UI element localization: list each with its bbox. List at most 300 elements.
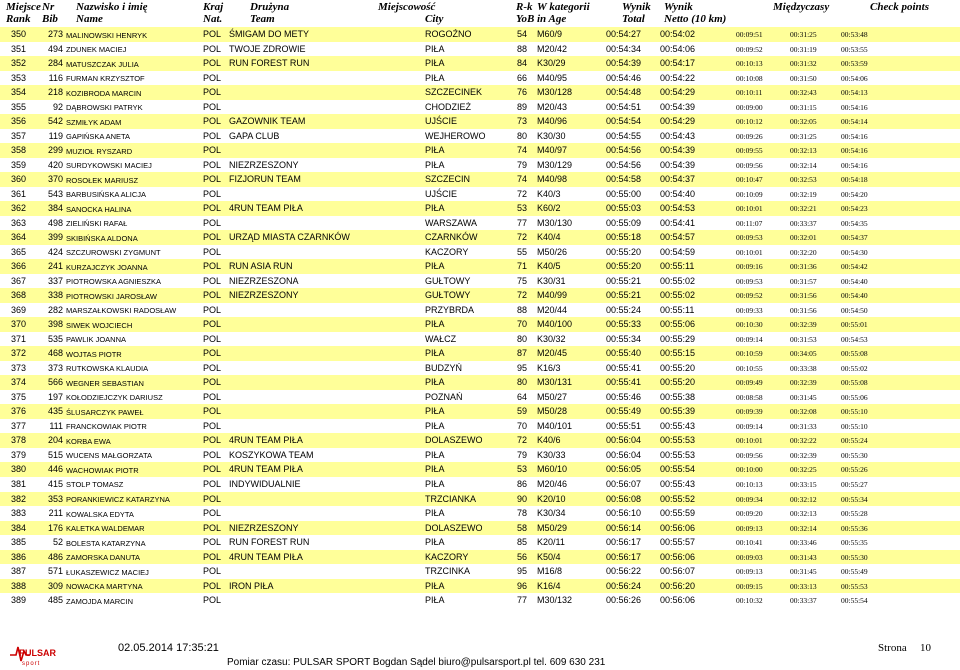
split-3-cell: 00:54:40: [841, 276, 868, 286]
yob-cell: 73: [516, 116, 527, 127]
split-2-cell: 00:31:25: [790, 131, 817, 141]
yob-cell: 86: [516, 478, 527, 489]
total-time-cell: 00:54:56: [606, 159, 642, 170]
city-cell: PIŁA: [425, 464, 445, 475]
city-cell: PIŁA: [425, 58, 445, 69]
split-3-cell: 00:55:30: [841, 450, 868, 460]
city-cell: PIŁA: [425, 537, 445, 548]
team-cell: GAZOWNIK TEAM: [229, 116, 306, 127]
city-cell: CZARNKÓW: [425, 232, 478, 243]
net-time-cell: 00:54:17: [660, 58, 696, 69]
city-cell: PIŁA: [425, 43, 445, 54]
net-time-cell: 00:54:02: [660, 29, 696, 39]
nat-cell: POL: [203, 261, 222, 272]
split-2-cell: 00:31:33: [790, 421, 817, 431]
split-1-cell: 00:10:13: [736, 479, 763, 489]
net-time-cell: 00:54:57: [660, 232, 696, 243]
bib-cell: 204: [47, 435, 63, 446]
category-cell: K16/3: [537, 362, 561, 373]
header-team-pl: Drużyna: [250, 1, 290, 13]
rank-cell: 354: [11, 87, 27, 98]
split-2-cell: 00:32:13: [790, 146, 817, 156]
net-time-cell: 00:55:43: [660, 420, 696, 431]
rank-cell: 384: [11, 522, 27, 533]
team-cell: INDYWIDUALNIE: [229, 478, 301, 489]
net-time-cell: 00:54:29: [660, 87, 696, 98]
split-2-cell: 00:32:53: [790, 175, 817, 185]
header-yob-pl: R-k: [516, 1, 533, 13]
yob-cell: 55: [516, 246, 527, 257]
split-1-cell: 00:09:53: [736, 233, 763, 243]
yob-cell: 78: [516, 508, 527, 519]
city-cell: SZCZECIN: [425, 174, 470, 185]
team-cell: TWOJE ZDROWIE: [229, 43, 306, 54]
city-cell: PIŁA: [425, 478, 445, 489]
table-header: [0, 0, 960, 27]
rank-cell: 387: [11, 566, 27, 577]
rank-cell: 358: [11, 145, 27, 156]
name-cell: MALINOWSKI HENRYK: [66, 30, 148, 40]
split-2-cell: 00:33:15: [790, 479, 817, 489]
team-cell: RUN ASIA RUN: [229, 261, 293, 272]
split-1-cell: 00:09:13: [736, 523, 763, 533]
bib-cell: 494: [47, 43, 63, 54]
split-3-cell: 00:54:16: [841, 146, 868, 156]
team-cell: KOSZYKOWA TEAM: [229, 449, 314, 460]
rank-cell: 359: [11, 159, 27, 170]
rank-cell: 370: [11, 319, 27, 330]
net-time-cell: 00:55:39: [660, 406, 696, 417]
net-time-cell: 00:54:29: [660, 116, 696, 127]
city-cell: DOLASZEWO: [425, 522, 483, 533]
yob-cell: 74: [516, 145, 527, 156]
header-nat-pl: Kraj: [203, 1, 224, 13]
table-row: [0, 158, 960, 173]
bib-cell: 420: [47, 159, 63, 170]
table-row: [0, 390, 960, 405]
city-cell: GUŁTOWY: [425, 290, 471, 301]
city-cell: TRZCIANKA: [425, 493, 477, 504]
nat-cell: POL: [203, 537, 222, 548]
results-table: [0, 27, 960, 608]
category-cell: M20/45: [537, 348, 568, 359]
split-3-cell: 00:53:48: [841, 30, 868, 39]
city-cell: UJŚCIE: [425, 188, 458, 199]
bib-cell: 116: [48, 72, 63, 83]
rank-cell: 383: [11, 508, 27, 519]
yob-cell: 80: [516, 377, 527, 388]
total-time-cell: 00:54:48: [606, 87, 642, 98]
bib-cell: 338: [47, 290, 63, 301]
nat-cell: POL: [203, 275, 222, 286]
team-cell: NIEZRZESZONY: [229, 159, 299, 170]
print-date: 02.05.2014 17:35:21: [118, 642, 219, 654]
city-cell: POZNAŃ: [425, 391, 463, 402]
split-2-cell: 00:32:39: [790, 450, 817, 460]
total-time-cell: 00:55:21: [606, 290, 642, 301]
header-splits: Międzyczasy: [773, 1, 830, 13]
category-cell: M40/96: [537, 116, 568, 127]
category-cell: K20/11: [537, 537, 565, 548]
split-3-cell: 00:54:18: [841, 175, 868, 185]
split-1-cell: 00:10:47: [736, 175, 763, 185]
category-cell: K16/4: [537, 580, 561, 591]
bib-cell: 485: [47, 595, 63, 606]
city-cell: PIŁA: [425, 348, 445, 359]
yob-cell: 88: [516, 43, 527, 54]
category-cell: M30/131: [537, 377, 573, 388]
category-cell: K40/4: [537, 232, 561, 243]
rank-cell: 353: [11, 72, 27, 83]
split-3-cell: 00:55:02: [841, 363, 868, 373]
name-cell: MATUSZCZAK JULIA: [66, 59, 139, 69]
table-row: [0, 42, 960, 57]
split-3-cell: 00:55:08: [841, 349, 868, 359]
table-row: [0, 593, 960, 608]
total-time-cell: 00:56:04: [606, 435, 642, 446]
nat-cell: POL: [203, 246, 222, 257]
total-time-cell: 00:55:33: [606, 319, 642, 330]
split-3-cell: 00:53:55: [841, 44, 868, 54]
net-time-cell: 00:55:20: [660, 362, 696, 373]
category-cell: M30/130: [537, 217, 573, 228]
split-3-cell: 00:55:08: [841, 378, 868, 388]
yob-cell: 76: [516, 87, 527, 98]
category-cell: K40/3: [537, 188, 561, 199]
split-3-cell: 00:54:16: [841, 102, 868, 112]
category-cell: K30/33: [537, 449, 566, 460]
total-time-cell: 00:55:20: [606, 261, 642, 272]
net-time-cell: 00:55:11: [660, 261, 695, 272]
header-yob-en: YoB: [516, 13, 535, 25]
total-time-cell: 00:55:49: [606, 406, 642, 417]
split-1-cell: 00:10:32: [736, 596, 763, 606]
nat-cell: POL: [203, 116, 222, 127]
category-cell: M20/44: [537, 304, 568, 315]
split-1-cell: 00:09:39: [736, 407, 763, 417]
nat-cell: POL: [203, 101, 222, 112]
category-cell: K50/4: [537, 551, 561, 562]
team-cell: NIEZRZESZONA: [229, 275, 299, 286]
split-3-cell: 00:54:37: [841, 233, 868, 243]
total-time-cell: 00:55:41: [606, 362, 642, 373]
bib-cell: 415: [47, 478, 63, 489]
name-cell: GAPIŃSKA ANETA: [66, 132, 131, 142]
category-cell: M20/46: [537, 478, 568, 489]
split-2-cell: 00:32:22: [790, 436, 817, 446]
table-row: [0, 477, 960, 492]
table-row: [0, 433, 960, 448]
split-1-cell: 00:09:33: [736, 305, 763, 315]
yob-cell: 95: [516, 566, 527, 577]
city-cell: WAŁCZ: [425, 333, 457, 344]
rank-cell: 373: [11, 362, 27, 373]
split-1-cell: 00:09:03: [736, 552, 763, 562]
team-cell: IRON PIŁA: [229, 580, 274, 591]
category-cell: K30/31: [537, 275, 566, 286]
name-cell: SZMIŁYK ADAM: [66, 117, 122, 127]
header-cat-pl: W kategorii: [537, 1, 590, 13]
split-1-cell: 00:10:08: [736, 73, 763, 83]
net-time-cell: 00:54:22: [660, 72, 696, 83]
split-2-cell: 00:32:12: [790, 494, 817, 504]
rank-cell: 365: [11, 246, 27, 257]
name-cell: KORBA EWA: [66, 436, 111, 446]
split-1-cell: 00:09:20: [736, 509, 763, 519]
split-2-cell: 00:32:19: [790, 189, 817, 199]
total-time-cell: 00:54:54: [606, 116, 642, 127]
yob-cell: 72: [516, 232, 527, 243]
split-1-cell: 00:09:56: [736, 160, 763, 170]
header-city-pl: Miejscowość: [378, 1, 436, 13]
page-number: 10: [920, 642, 931, 654]
header-total-pl: Wynik: [622, 1, 651, 13]
logo-text: PULSAR: [19, 648, 57, 658]
net-time-cell: 00:56:06: [660, 522, 696, 533]
name-cell: RUTKOWSKA KLAUDIA: [66, 364, 149, 374]
split-3-cell: 00:55:30: [841, 552, 868, 562]
rank-cell: 363: [11, 217, 27, 228]
category-cell: M50/26: [537, 246, 568, 257]
total-time-cell: 00:55:18: [606, 232, 642, 243]
table-row: [0, 535, 960, 550]
split-2-cell: 00:31:25: [790, 30, 817, 39]
rank-cell: 351: [11, 43, 27, 54]
bib-cell: 111: [49, 420, 63, 431]
split-1-cell: 00:10:59: [736, 349, 763, 359]
yob-cell: 58: [516, 522, 527, 533]
split-2-cell: 00:31:53: [790, 334, 817, 344]
table-row: [0, 172, 960, 187]
rank-cell: 352: [11, 58, 27, 69]
category-cell: M40/101: [537, 420, 573, 431]
split-3-cell: 00:54:42: [841, 262, 868, 272]
nat-cell: POL: [203, 377, 222, 388]
split-1-cell: 00:09:26: [736, 131, 763, 141]
net-time-cell: 00:54:43: [660, 130, 696, 141]
yob-cell: 77: [516, 595, 527, 606]
split-1-cell: 00:10:01: [736, 247, 763, 257]
name-cell: SANOCKA HALINA: [66, 204, 132, 214]
total-time-cell: 00:54:46: [606, 72, 642, 83]
net-time-cell: 00:55:29: [660, 333, 696, 344]
net-time-cell: 00:54:39: [660, 101, 696, 112]
split-2-cell: 00:31:19: [790, 44, 817, 54]
bib-cell: 176: [47, 522, 63, 533]
category-cell: K30/30: [537, 130, 566, 141]
city-cell: PIŁA: [425, 261, 445, 272]
city-cell: PIŁA: [425, 159, 445, 170]
table-row: [0, 216, 960, 231]
split-1-cell: 00:09:13: [736, 567, 763, 577]
team-cell: 4RUN TEAM PIŁA: [229, 464, 303, 475]
nat-cell: POL: [203, 406, 222, 417]
yob-cell: 72: [516, 435, 527, 446]
split-1-cell: 00:09:52: [736, 291, 763, 301]
table-row: [0, 361, 960, 376]
split-2-cell: 00:32:39: [790, 378, 817, 388]
category-cell: M20/42: [537, 43, 568, 54]
yob-cell: 77: [516, 217, 527, 228]
nat-cell: POL: [203, 72, 222, 83]
rank-cell: 357: [11, 130, 27, 141]
yob-cell: 70: [516, 420, 527, 431]
nat-cell: POL: [203, 420, 222, 431]
nat-cell: POL: [203, 145, 222, 156]
nat-cell: POL: [203, 58, 222, 69]
name-cell: BOLESTA KATARZYNA: [66, 538, 146, 548]
split-1-cell: 00:09:34: [736, 494, 763, 504]
table-row: [0, 506, 960, 521]
yob-cell: 70: [516, 319, 527, 330]
city-cell: PIŁA: [425, 595, 445, 606]
split-2-cell: 00:31:50: [790, 73, 817, 83]
split-3-cell: 00:54:06: [841, 73, 868, 83]
rank-cell: 389: [11, 595, 27, 606]
bib-cell: 468: [47, 348, 63, 359]
nat-cell: POL: [203, 595, 222, 606]
nat-cell: POL: [203, 435, 222, 446]
split-1-cell: 00:10:13: [736, 59, 763, 69]
bib-cell: 353: [47, 493, 63, 504]
split-3-cell: 00:55:28: [841, 509, 868, 519]
nat-cell: POL: [203, 508, 222, 519]
rank-cell: 379: [11, 449, 27, 460]
yob-cell: 89: [516, 101, 527, 112]
split-1-cell: 00:10:30: [736, 320, 763, 330]
nat-cell: POL: [203, 478, 222, 489]
split-2-cell: 00:31:56: [790, 291, 817, 301]
bib-cell: 370: [47, 174, 63, 185]
table-row: [0, 404, 960, 419]
split-2-cell: 00:31:43: [790, 552, 817, 562]
nat-cell: POL: [203, 348, 222, 359]
split-2-cell: 00:32:14: [790, 160, 817, 170]
header-bib-pl: Nr: [42, 1, 55, 13]
bib-cell: 284: [47, 58, 63, 69]
nat-cell: POL: [203, 232, 222, 243]
table-row: [0, 317, 960, 332]
city-cell: PIŁA: [425, 449, 445, 460]
split-2-cell: 00:33:38: [790, 363, 817, 373]
nat-cell: POL: [203, 188, 222, 199]
name-cell: WUCENS MAŁGORZATA: [66, 451, 152, 461]
split-1-cell: 00:10:41: [736, 538, 763, 548]
table-row: [0, 448, 960, 463]
total-time-cell: 00:56:22: [606, 566, 642, 577]
bib-cell: 566: [47, 377, 63, 388]
nat-cell: POL: [203, 362, 222, 373]
split-1-cell: 00:09:14: [736, 334, 763, 344]
city-cell: PIŁA: [425, 377, 445, 388]
split-2-cell: 00:34:05: [790, 349, 817, 359]
header-city-en: City: [425, 13, 444, 25]
split-3-cell: 00:55:34: [841, 494, 868, 504]
split-3-cell: 00:55:49: [841, 567, 868, 577]
split-3-cell: 00:55:01: [841, 320, 868, 330]
yob-cell: 72: [516, 188, 527, 199]
total-time-cell: 00:54:34: [606, 43, 642, 54]
bib-cell: 424: [47, 246, 63, 257]
city-cell: ROGOŹNO: [425, 29, 472, 39]
rank-cell: 360: [11, 174, 27, 185]
bib-cell: 399: [47, 232, 63, 243]
name-cell: ROSOŁEK MARIUSZ: [66, 175, 139, 185]
split-1-cell: 00:09:16: [736, 262, 763, 272]
category-cell: M30/129: [537, 159, 573, 170]
bib-cell: 299: [47, 145, 63, 156]
net-time-cell: 00:56:06: [660, 551, 696, 562]
table-row: [0, 100, 960, 115]
split-3-cell: 00:54:40: [841, 291, 868, 301]
rank-cell: 381: [11, 478, 27, 489]
yob-cell: 64: [516, 391, 527, 402]
total-time-cell: 00:56:08: [606, 493, 642, 504]
city-cell: BUDZYŃ: [425, 362, 463, 373]
split-1-cell: 00:10:09: [736, 189, 763, 199]
net-time-cell: 00:55:06: [660, 319, 696, 330]
name-cell: SZCZUROWSKI ZYGMUNT: [66, 248, 161, 258]
header-net-en: Netto (10 km): [664, 13, 727, 25]
split-1-cell: 00:08:58: [736, 392, 763, 402]
header-bib-en: Bib: [42, 13, 58, 25]
table-row: [0, 346, 960, 361]
yob-cell: 96: [516, 580, 527, 591]
name-cell: ŁUKASZEWICZ MACIEJ: [66, 567, 149, 577]
city-cell: DOLASZEWO: [425, 435, 483, 446]
total-time-cell: 00:56:04: [606, 449, 642, 460]
split-2-cell: 00:31:36: [790, 262, 817, 272]
nat-cell: POL: [203, 29, 222, 39]
total-time-cell: 00:54:55: [606, 130, 642, 141]
rank-cell: 361: [11, 188, 27, 199]
split-1-cell: 00:11:07: [736, 218, 763, 228]
bib-cell: 435: [47, 406, 63, 417]
table-row: [0, 56, 960, 71]
total-time-cell: 00:55:24: [606, 304, 642, 315]
name-cell: ZIELIŃSKI RAFAŁ: [66, 219, 128, 229]
bib-cell: 535: [47, 333, 63, 344]
total-time-cell: 00:55:09: [606, 217, 642, 228]
split-1-cell: 00:09:52: [736, 44, 763, 54]
header-cat-en: in Age: [537, 13, 567, 25]
category-cell: K40/5: [537, 261, 561, 272]
header-nat-en: Nat.: [203, 13, 223, 25]
category-cell: M30/128: [537, 87, 573, 98]
bib-cell: 515: [47, 449, 63, 460]
split-2-cell: 00:31:56: [790, 305, 817, 315]
name-cell: STOLP TOMASZ: [66, 480, 124, 490]
name-cell: MARSZAŁKOWSKI RADOSŁAW: [66, 306, 177, 316]
table-row: [0, 492, 960, 507]
name-cell: PIOTROWSKI JAROSŁAW: [66, 291, 157, 301]
name-cell: KALETKA WALDEMAR: [66, 524, 145, 534]
split-1-cell: 00:09:49: [736, 378, 763, 388]
page-label: Strona: [878, 642, 907, 654]
table-row: [0, 27, 960, 42]
split-3-cell: 00:53:59: [841, 59, 868, 69]
city-cell: PIŁA: [425, 580, 445, 591]
split-1-cell: 00:10:00: [736, 465, 763, 475]
team-cell: 4RUN TEAM PIŁA: [229, 435, 303, 446]
split-3-cell: 00:55:53: [841, 581, 868, 591]
nat-cell: POL: [203, 290, 222, 301]
net-time-cell: 00:55:43: [660, 478, 696, 489]
split-3-cell: 00:55:26: [841, 465, 868, 475]
nat-cell: POL: [203, 43, 222, 54]
split-3-cell: 00:54:50: [841, 305, 868, 315]
team-cell: FIZJORUN TEAM: [229, 174, 301, 185]
